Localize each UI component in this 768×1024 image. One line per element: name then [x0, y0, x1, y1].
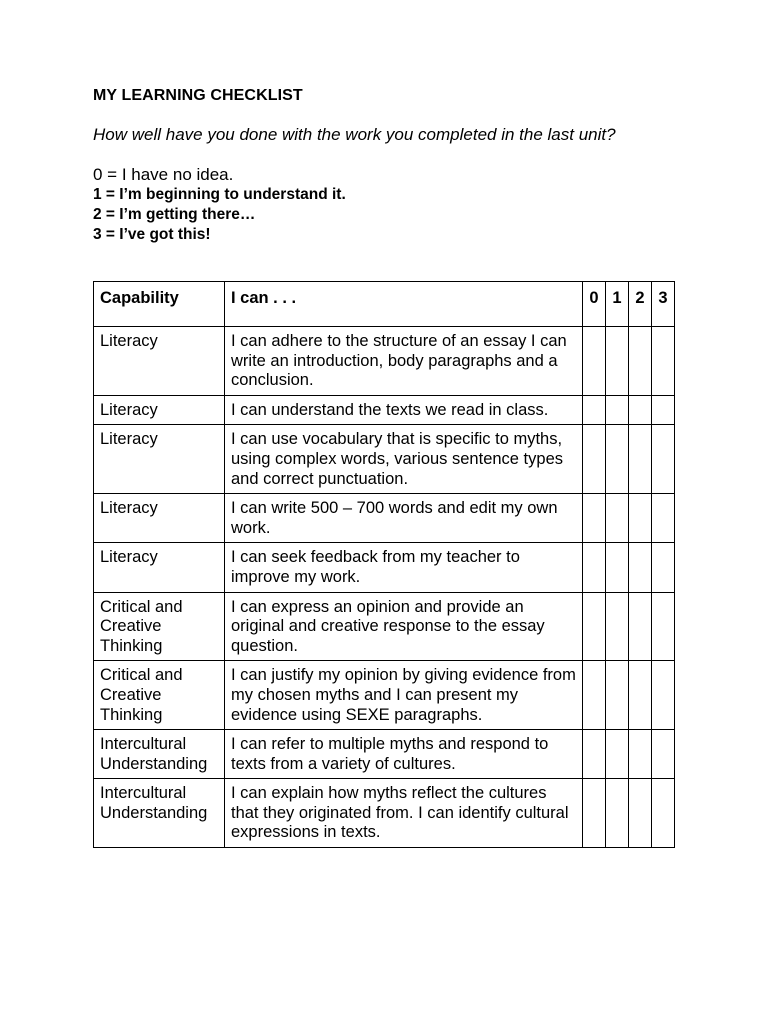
scale-item: 2 = I’m getting there…	[93, 206, 256, 223]
rating-box-3[interactable]	[652, 543, 675, 592]
rating-box-3[interactable]	[652, 730, 675, 779]
table-row	[94, 730, 675, 779]
header-i-can: I can . . .	[225, 282, 583, 327]
rating-box-0[interactable]	[583, 425, 606, 494]
rating-box-2[interactable]	[629, 494, 652, 543]
header-score-2: 2	[629, 282, 652, 327]
statement-cell: I can write 500 – 700 words and edit my own work.	[225, 494, 583, 543]
table-header-row	[94, 282, 675, 327]
rating-box-3[interactable]	[652, 327, 675, 396]
rating-box-0[interactable]	[583, 494, 606, 543]
rating-box-3[interactable]	[652, 661, 675, 730]
rating-scale	[93, 165, 346, 245]
capability-cell: Literacy	[94, 425, 225, 494]
page-title: MY LEARNING CHECKLIST	[93, 87, 303, 104]
header-score-0: 0	[583, 282, 606, 327]
statement-cell: I can express an opinion and provide an original and creative response to the essay question.	[225, 592, 583, 661]
rating-box-0[interactable]	[583, 327, 606, 396]
capability-cell: Literacy	[94, 543, 225, 592]
table-row	[94, 779, 675, 848]
table-row	[94, 494, 675, 543]
table-row	[94, 327, 675, 396]
capability-cell: Intercultural Understanding	[94, 779, 225, 848]
table-row	[94, 592, 675, 661]
rating-box-3[interactable]	[652, 395, 675, 425]
capability-cell: Intercultural Understanding	[94, 730, 225, 779]
table-row	[94, 395, 675, 425]
rating-box-0[interactable]	[583, 661, 606, 730]
rating-box-2[interactable]	[629, 779, 652, 848]
capability-cell: Literacy	[94, 327, 225, 396]
rating-box-1[interactable]	[606, 661, 629, 730]
statement-cell: I can explain how myths reflect the cultures that they originated from. I can identify cultural expressions in texts.	[225, 779, 583, 848]
rating-box-1[interactable]	[606, 730, 629, 779]
rating-box-1[interactable]	[606, 543, 629, 592]
rating-box-2[interactable]	[629, 730, 652, 779]
rating-box-1[interactable]	[606, 425, 629, 494]
scale-item: 3 = I’ve got this!	[93, 226, 211, 243]
instruction-question: How well have you done with the work you completed in the last unit?	[93, 125, 616, 144]
header-score-3: 3	[652, 282, 675, 327]
rating-box-0[interactable]	[583, 543, 606, 592]
rating-box-0[interactable]	[583, 730, 606, 779]
scale-item: 0 = I have no idea.	[93, 165, 234, 184]
rating-box-2[interactable]	[629, 543, 652, 592]
statement-cell: I can refer to multiple myths and respond to texts from a variety of cultures.	[225, 730, 583, 779]
rating-box-2[interactable]	[629, 425, 652, 494]
table-row	[94, 543, 675, 592]
rating-box-0[interactable]	[583, 592, 606, 661]
rating-box-0[interactable]	[583, 779, 606, 848]
capability-cell: Critical and Creative Thinking	[94, 661, 225, 730]
rating-box-2[interactable]	[629, 661, 652, 730]
rating-box-3[interactable]	[652, 779, 675, 848]
statement-cell: I can adhere to the structure of an essay I can write an introduction, body paragraphs and a conclusion.	[225, 327, 583, 396]
rating-box-1[interactable]	[606, 395, 629, 425]
statement-cell: I can understand the texts we read in class.	[225, 395, 583, 425]
capability-cell: Critical and Creative Thinking	[94, 592, 225, 661]
rating-box-3[interactable]	[652, 425, 675, 494]
rating-box-2[interactable]	[629, 395, 652, 425]
rating-box-2[interactable]	[629, 592, 652, 661]
rating-box-1[interactable]	[606, 779, 629, 848]
rating-box-3[interactable]	[652, 494, 675, 543]
scale-item: 1 = I’m beginning to understand it.	[93, 186, 346, 203]
rating-box-1[interactable]	[606, 592, 629, 661]
table-row	[94, 425, 675, 494]
statement-cell: I can use vocabulary that is specific to myths, using complex words, various sentence types and correct punctuation.	[225, 425, 583, 494]
learning-checklist-table	[93, 281, 675, 848]
rating-box-1[interactable]	[606, 494, 629, 543]
table-row	[94, 661, 675, 730]
statement-cell: I can justify my opinion by giving evidence from my chosen myths and I can present my evidence using SEXE paragraphs.	[225, 661, 583, 730]
rating-box-2[interactable]	[629, 327, 652, 396]
capability-cell: Literacy	[94, 395, 225, 425]
header-score-1: 1	[606, 282, 629, 327]
statement-cell: I can seek feedback from my teacher to improve my work.	[225, 543, 583, 592]
rating-box-3[interactable]	[652, 592, 675, 661]
capability-cell: Literacy	[94, 494, 225, 543]
rating-box-1[interactable]	[606, 327, 629, 396]
header-capability: Capability	[94, 282, 225, 327]
rating-box-0[interactable]	[583, 395, 606, 425]
